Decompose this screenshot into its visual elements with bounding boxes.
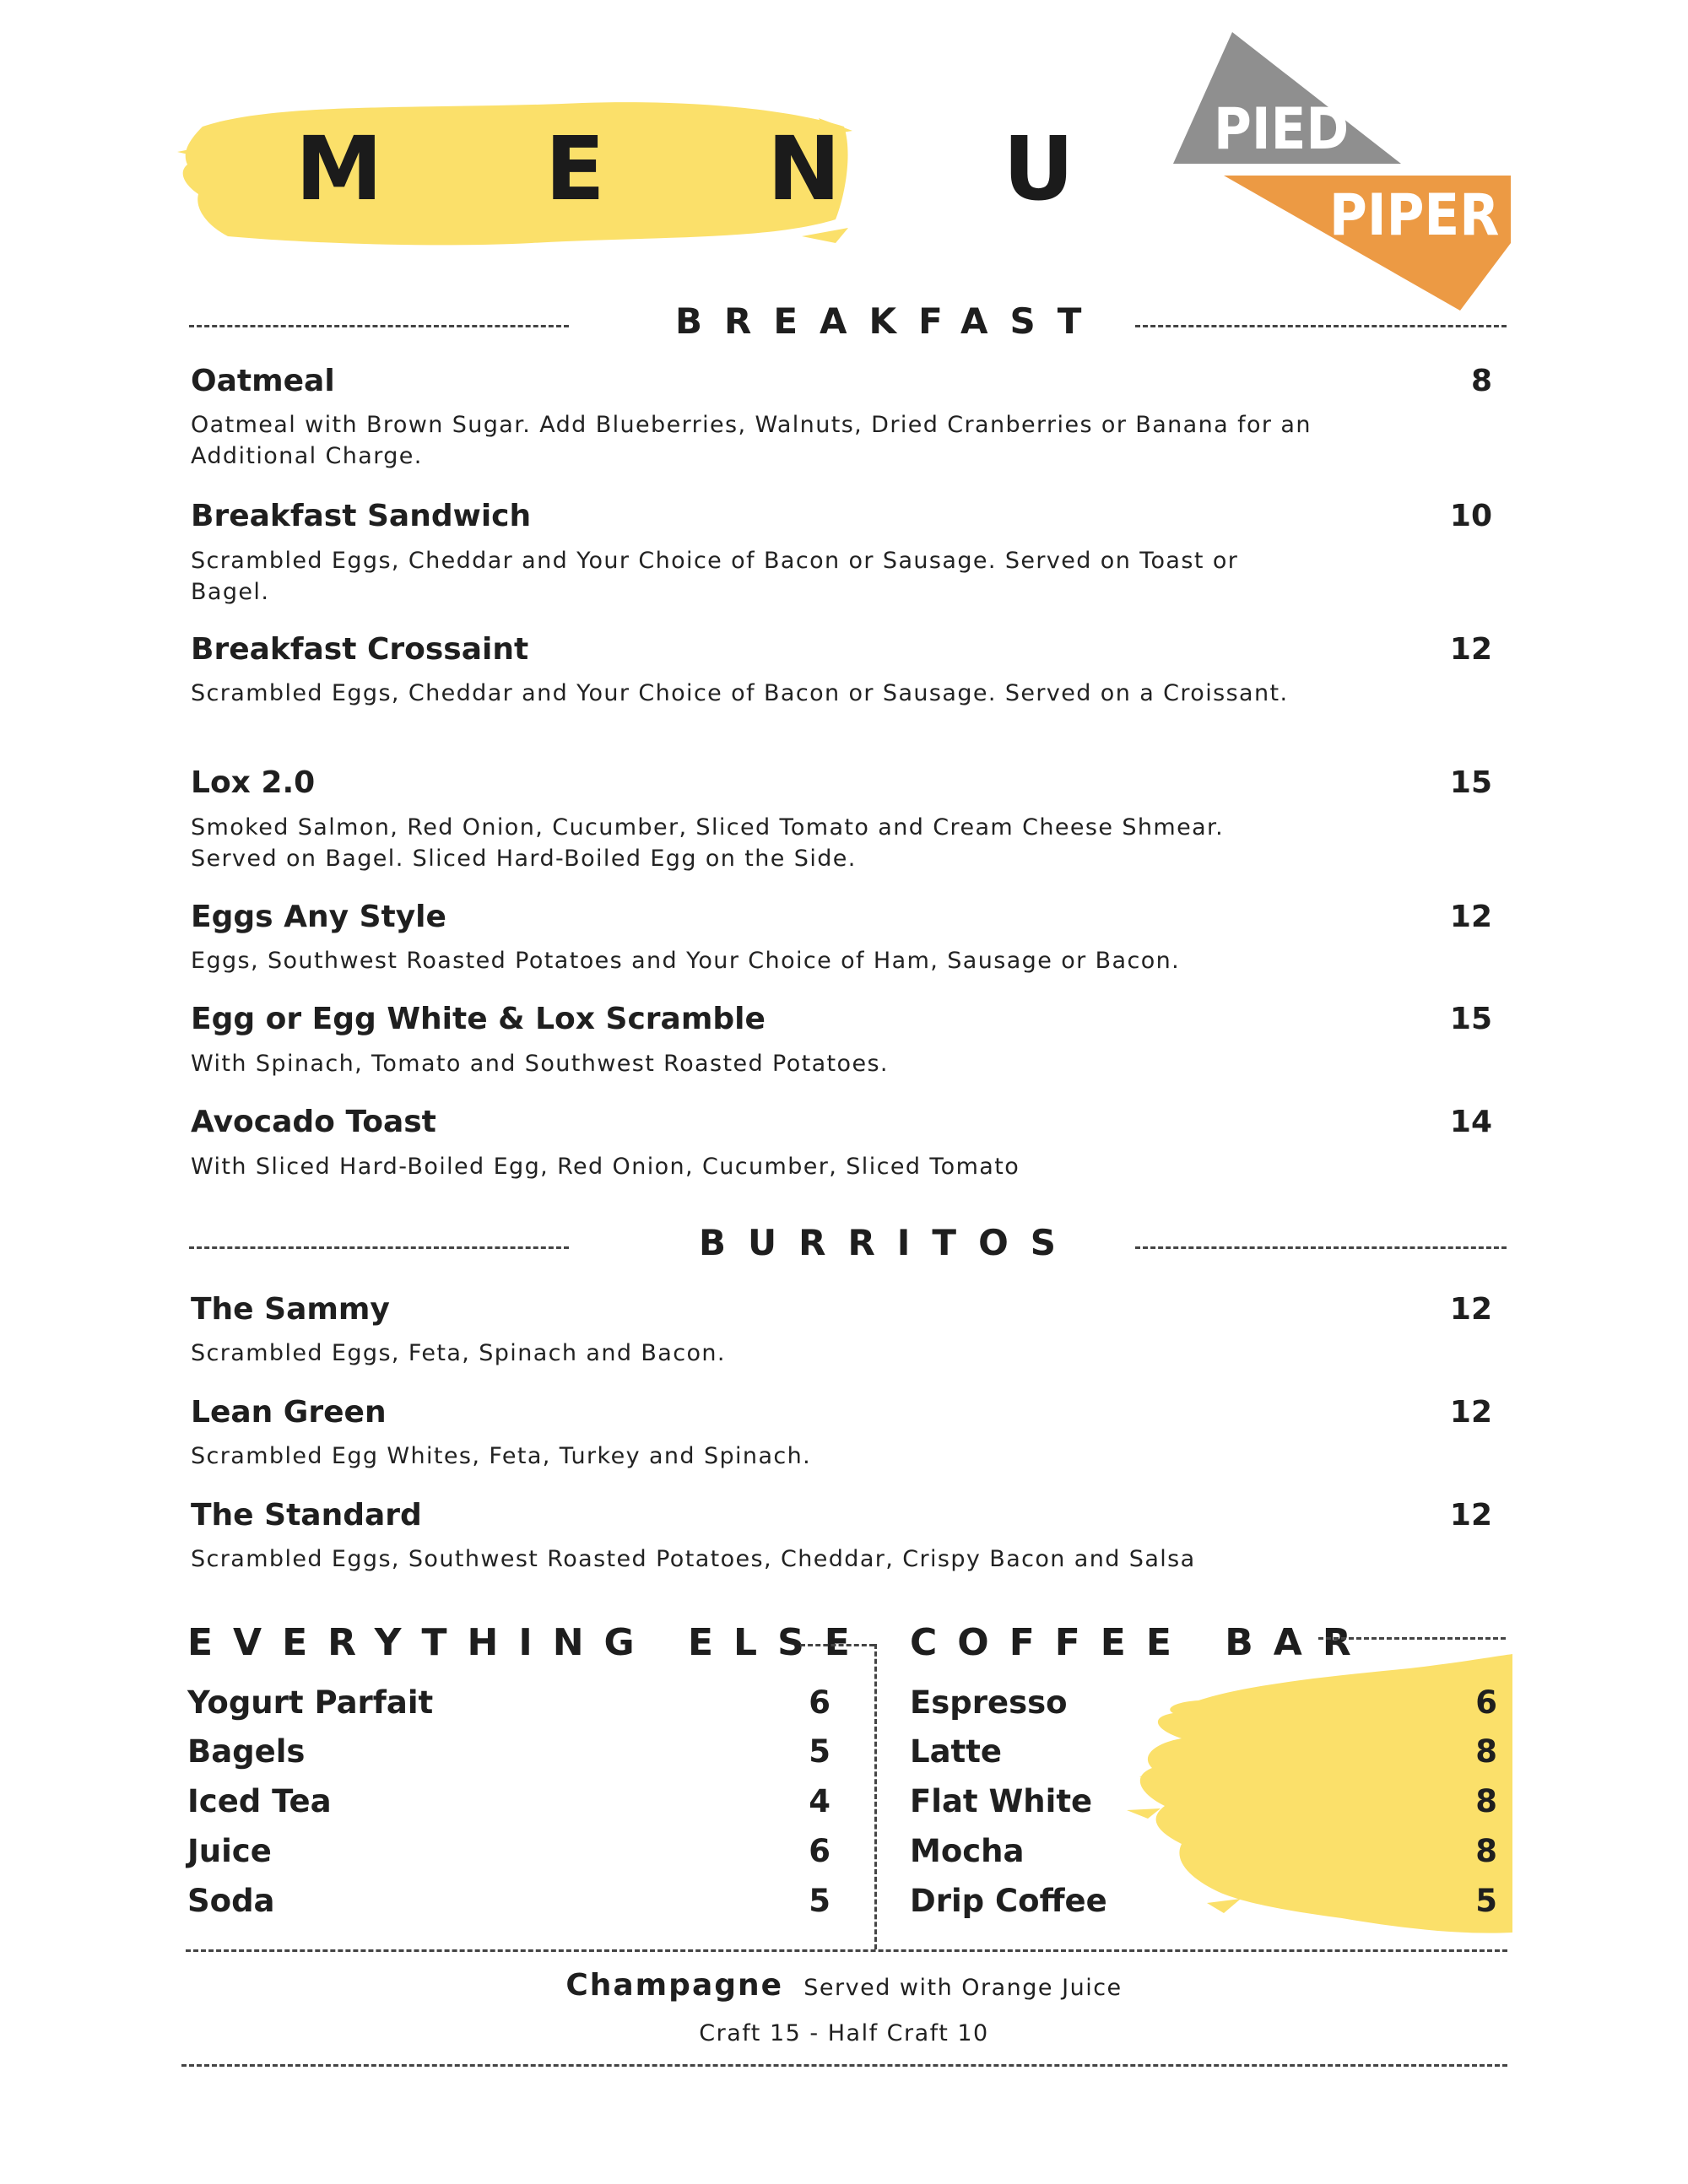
divider [1318,1637,1506,1640]
item-price: 5 [809,1733,830,1770]
champagne-line [0,1965,1688,2012]
item-description: Scrambled Eggs, Cheddar and Your Choice of Bacon or Sausage. Served on Toast or Bagel. [191,548,1239,605]
section-heading-burritos: BURRITOS [699,1222,1079,1263]
divider [800,1644,874,1646]
item-name: Bagels [187,1733,306,1770]
divider [189,325,569,327]
item-name: Mocha [910,1833,1025,1869]
item-name: Breakfast Sandwich [191,499,532,533]
item-description: Scrambled Eggs, Cheddar and Your Choice of Bacon or Sausage. Served on a Croissant. [191,680,1289,706]
item-price: 6 [809,1833,830,1869]
item-name: Egg or Egg White & Lox Scramble [191,1002,766,1036]
item-price: 12 [1449,1395,1492,1430]
item-price: 8 [1470,364,1492,398]
item-name: Avocado Toast [191,1105,436,1139]
item-price: 12 [1449,632,1492,667]
item-name: Oatmeal [191,364,335,398]
item-price: 10 [1449,499,1492,533]
item-price: 12 [1449,1292,1492,1327]
item-price: 6 [1475,1684,1497,1721]
column-divider [874,1644,877,1949]
item-name: Flat White [910,1783,1093,1819]
item-name: The Standard [191,1498,422,1533]
item-price: 15 [1449,1002,1492,1036]
item-price: 4 [809,1783,830,1819]
item-description: Scrambled Eggs, Southwest Roasted Potatoes, Cheddar, Crispy Bacon and Salsa [191,1546,1196,1572]
item-name: Yogurt Parfait [187,1684,434,1721]
item-name: Eggs Any Style [191,900,446,934]
item-description: Scrambled Egg Whites, Feta, Turkey and Spinach. [191,1443,812,1469]
item-name: Soda [187,1883,275,1919]
item-price: 6 [809,1684,830,1721]
divider [186,1949,1507,1952]
item-description: Oatmeal with Brown Sugar. Add Blueberries, Walnuts, Dried Cranberries or Banana for an Additional Charge. [191,412,1312,469]
divider [1135,325,1507,327]
item-name: Espresso [910,1684,1068,1721]
champagne-note: Served with Orange Juice [803,1975,1123,2001]
divider [1135,1246,1507,1249]
item-price: 8 [1475,1783,1497,1819]
item-price: 15 [1449,765,1492,800]
divider [189,1246,569,1249]
divider [181,2064,1507,2067]
item-name: Lean Green [191,1395,387,1430]
item-price: 8 [1475,1733,1497,1770]
champagne-label: Champagne [565,1968,784,2003]
item-price: 12 [1449,900,1492,934]
item-description: With Spinach, Tomato and Southwest Roasted Potatoes. [191,1051,889,1077]
item-price: 12 [1449,1498,1492,1533]
section-heading-breakfast: BREAKFAST [675,300,1104,342]
item-description: Smoked Salmon, Red Onion, Cucumber, Sliced Tomato and Cream Cheese Shmear. Served on Bagel. Sliced Hard-Boiled Egg on the Side. [191,814,1225,872]
section-heading-coffee-bar: COFFEE BAR [910,1621,1372,1664]
item-description: With Sliced Hard-Boiled Egg, Red Onion, Cucumber, Sliced Tomato [191,1154,1020,1180]
svg-text:PIED: PIED [1214,96,1350,163]
item-name: Latte [910,1733,1003,1770]
item-name: Juice [187,1833,272,1869]
item-price: 5 [1475,1883,1497,1919]
item-price: 5 [809,1883,830,1919]
menu-title: M E N U [295,117,1140,220]
item-description: Eggs, Southwest Roasted Potatoes and Your Choice of Ham, Sausage or Bacon. [191,948,1181,974]
champagne-prices: Craft 15 - Half Craft 10 [699,2020,989,2046]
item-name: Drip Coffee [910,1883,1107,1919]
pied-piper-logo [1173,32,1511,311]
item-name: The Sammy [191,1292,390,1327]
section-heading-everything-else: EVERYTHING ELSE [187,1621,870,1664]
item-price: 14 [1449,1105,1492,1139]
item-name: Iced Tea [187,1783,332,1819]
item-description: Scrambled Eggs, Feta, Spinach and Bacon. [191,1340,726,1366]
item-price: 8 [1475,1833,1497,1869]
svg-text:PIPER: PIPER [1329,182,1500,249]
item-name: Breakfast Crossaint [191,632,529,667]
item-name: Lox 2.0 [191,765,316,800]
